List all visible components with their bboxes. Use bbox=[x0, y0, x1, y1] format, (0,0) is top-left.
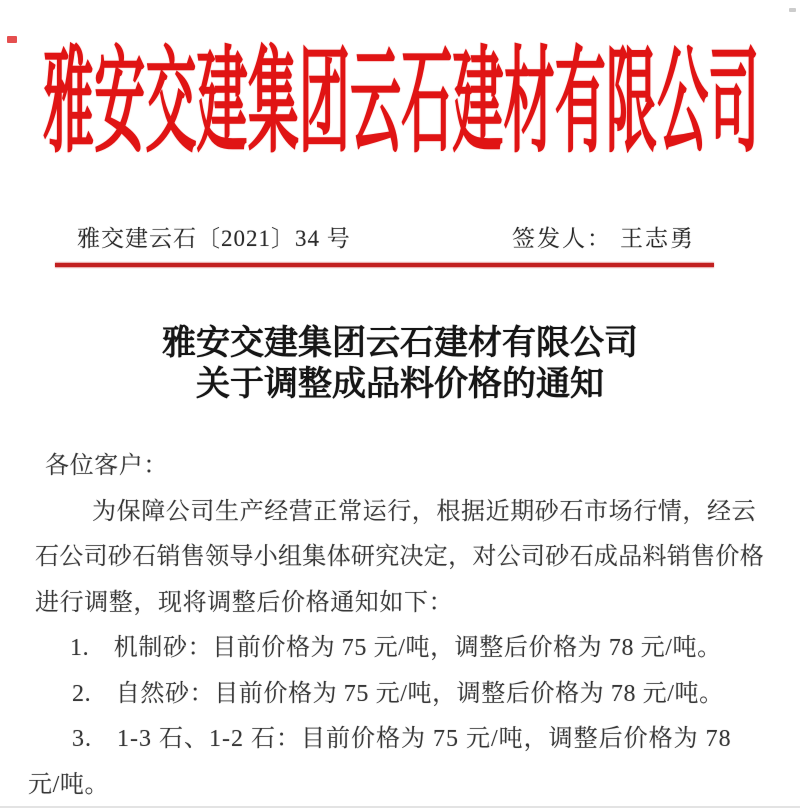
body-line: 进行调整，现将调整后价格通知如下： bbox=[35, 590, 454, 616]
issuer-name: 王志勇 bbox=[620, 226, 695, 251]
doc-number: 雅交建云石〔2021〕34 号 bbox=[77, 226, 351, 251]
body-line-item-1: 1. 机制砂：目前价格为 75 元/吨，调整后价格为 78 元/吨。 bbox=[70, 635, 722, 661]
notice-title-line1: 雅安交建集团云石建材有限公司 bbox=[162, 325, 638, 362]
body-line-item-3-continued: 元/吨。 bbox=[28, 772, 110, 798]
bottom-divider-line bbox=[0, 806, 800, 808]
body-line-item-3: 3. 1-3 石、1-2 石：目前价格为 75 元/吨，调整后价格为 78 bbox=[72, 726, 732, 752]
issuer-label: 签发人： bbox=[512, 226, 612, 251]
notice-title-line2: 关于调整成品料价格的通知 bbox=[196, 366, 604, 403]
company-name: 雅安交建集团云石建材有限公司 bbox=[43, 39, 760, 166]
body-line: 石公司砂石销售领导小组集体研究决定，对公司砂石成品料销售价格 bbox=[35, 544, 764, 570]
body-line: 为保障公司生产经营正常运行，根据近期砂石市场行情，经云 bbox=[92, 499, 757, 525]
body-line-salutation: 各位客户： bbox=[45, 453, 168, 479]
body-line-item-2: 2. 自然砂：目前价格为 75 元/吨，调整后价格为 78 元/吨。 bbox=[72, 681, 724, 707]
